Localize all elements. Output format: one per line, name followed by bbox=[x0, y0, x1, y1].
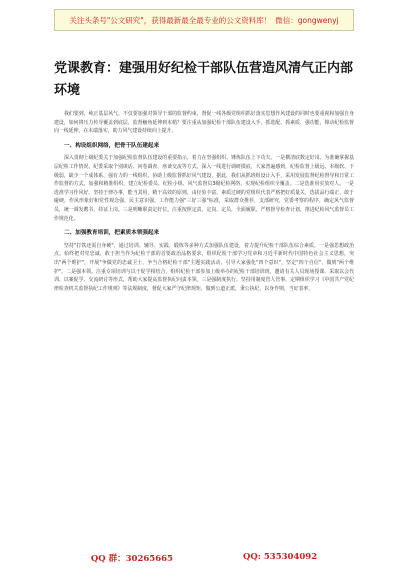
qq-group-number: QQ 群：30265665 bbox=[90, 554, 173, 564]
section-heading-2: 二、加强教育培训，把素质本领强起来 bbox=[64, 230, 160, 237]
section-heading-1: 一、构设组织网络，把骨干队伍建起来 bbox=[64, 142, 160, 149]
section-2-paragraph: 坚持"打铁还需自身硬"，通过培训、辅导、实践、锻炼等多种方式加强队伍建设，着力提升纪检干部队伍综合素质。一是强思想政治点。始终把对党忠诚、敢于担当作为纪检干部的首要政治品格要求，组织纪检干部学习党章和习近平新时代中国特色社会主义思想，突出"两个维护"，开展"争做党的忠诚卫士，争当合格纪检干部"主题实践活动，引导大家强化"四个意识"，坚定"四个自信"，做到"两个维护"。二是强本领。注重专项培训与以干促学相结合，组织纪检干部参加上级举办的纪检干部培训班，邀请有关人员现场授课，采取以会代训、以案促学、交流研讨等形式，帮助大家提高监督执纪问责本领。三是强制度执行。坚持用制度管人管事，定期组织学习《中国共产党纪律检查机关监督执纪工作规则》等法规制度，督促大家严守纪律规矩，做到公道正派，秉公执纪，以身作则，当好表率。 bbox=[54, 242, 354, 292]
intro-paragraph: 我们要到，纯正基层风气，不仅要加强对领导干部的监督约束，督促一线各级党组织抓好落实思想作风建设的同时也要重视和加强自身建设，如何将压力传导覆盖到底层，监督触角延伸到末梢？要注重从加强纪检干部队伍建设入手，抓选配、抓素质、强功能，撑动纪检监督向一线延伸，在末端落实，助力风气建设持续向上提升。 bbox=[54, 111, 354, 135]
qq-number: QQ: 535304092 bbox=[242, 552, 318, 562]
document-title: 党课教育：建强用好纪检干部队伍营造风清气正内部环境 bbox=[54, 61, 354, 98]
document-body bbox=[54, 110, 354, 294]
promo-banner-text: 关注头条号"公文研究"，获得最新最全最专业的公文资料库！ bbox=[69, 15, 272, 25]
promo-banner bbox=[54, 9, 354, 31]
section-1-paragraph: 深入贯彻上级纪委关于加强纪检监督队伍建设的重要指示，着力在坚强组织、锤炼队伍上下功夫。一是横清底数定好岗。为准确掌握基层纪检工作情况，纪委采取个别谈话、问卷调查、座谈交流等方式，深入一线进行调研摸底，大家普遍感到，纪检监督上级远、本级软、下级弱，缺少一个成体系、强有力的一线组织，协助上级监督抓好风气建设，据此，我们从抓班组设计入手，采用发展监督纪检督导和日常工作监督的方式，加强和精准组织，建立纪检委员、纪检小组、风气监督员3级纪检网络，实现纪检组织全覆盖。二是选准用实放对人。一是选准学习作风好、坚持于律办事，能当其用，精干高效的原则，由径验丰富、素质过硬的党组织代表严格把好质量关，选拔品行端正、敢于碰硬，作风形象好和党性观念强，民主意识强，工作能力强"三好三强"标准，采取群众推荐，支部研究，党委考察的程序，确定风气监督员，统一调发聘书，持证上岗。三是明晰职责定好位。注重按照定责、定岗、定员，全面履职，严格督导检查计划，推进纪检风气监督员工作规范化。 bbox=[54, 155, 354, 222]
contact-footer bbox=[54, 552, 354, 564]
promo-banner-account: 微信：gongwenyj bbox=[275, 15, 339, 25]
